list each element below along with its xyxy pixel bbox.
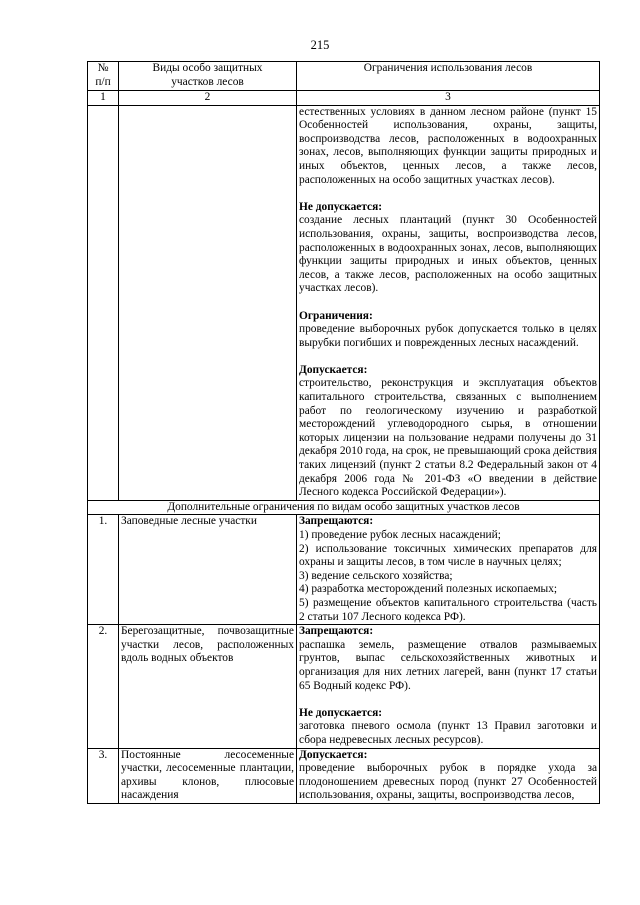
continuation-heading-3: Ограничения: xyxy=(299,309,373,322)
header-restrictions: Ограничения использования лесов xyxy=(297,62,600,91)
section-title: Дополнительные ограничения по видам особо защитных участков лесов xyxy=(88,500,600,515)
list-item: 3) ведение сельского хозяйства; xyxy=(299,569,453,582)
row-restrictions xyxy=(297,625,600,748)
table-row xyxy=(88,625,600,748)
row-text: проведение выборочных рубок в порядке ухода за плодоношением древесных пород (пункт 27 Особенностей использования, охраны, защиты, воспроизводства лесов, xyxy=(299,762,597,802)
restrictions-table xyxy=(87,61,600,804)
row-heading: Запрещаются: xyxy=(299,515,374,528)
row-restrictions xyxy=(297,748,600,803)
column-number-3: 3 xyxy=(297,91,600,106)
continuation-type-cell xyxy=(119,105,297,500)
header-area-type: Виды особо защитных участков лесов xyxy=(119,62,297,91)
page-number: 215 xyxy=(310,38,330,52)
continuation-text-3: проведение выборочных рубок допускается только в целях вырубки погибших и поврежденных лесных насаждений. xyxy=(299,323,597,349)
row-heading: Допускается: xyxy=(299,748,368,761)
row-text-2: заготовка пневого осмола (пункт 13 Правил заготовки и сбора недревесных лесных ресурсов). xyxy=(299,720,597,746)
row-number: 1. xyxy=(88,515,119,625)
column-number-2: 2 xyxy=(119,91,297,106)
column-number-row xyxy=(88,91,600,106)
row-number: 2. xyxy=(88,625,119,748)
row-area-type: Берегозащитные, почвозащитные участки лесов, расположенных вдоль водных объектов xyxy=(119,625,297,748)
continuation-restrictions-cell xyxy=(297,105,600,500)
row-number: 3. xyxy=(88,748,119,803)
row-heading: Запрещаются: xyxy=(299,625,374,638)
header-number: № п/п xyxy=(88,62,119,91)
continuation-heading-2: Не допускается: xyxy=(299,200,383,213)
continuation-num-cell xyxy=(88,105,119,500)
table-row xyxy=(88,515,600,625)
row-text: распашка земель, размещение отвалов размываемых грунтов, выпас сельскохозяйственных животных и организация для них летних лагерей, ванн (пункт 17 статьи 65 Водный кодекс РФ). xyxy=(299,638,597,692)
continuation-heading-4: Допускается: xyxy=(299,363,368,376)
continuation-text-2: создание лесных плантаций (пункт 30 Особенностей использования, охраны, защиты, воспроизводства лесов, расположенных в водоохранных зонах, лесов, выполняющих функции защиты природных и иных объектов, ценных лесов, а также лесов, расположенных на особо защитных участках лесов). xyxy=(299,214,597,295)
row-area-type: Заповедные лесные участки xyxy=(119,515,297,625)
list-item: 4) разработка месторождений полезных ископаемых; xyxy=(299,583,558,596)
continuation-row xyxy=(88,105,600,500)
list-item: 2) использование токсичных химических препаратов для охраны и защиты лесов, в том числе в научных целях; xyxy=(299,542,597,569)
row-heading-2: Не допускается: xyxy=(299,706,383,719)
continuation-text-4: строительство, реконструкция и эксплуатация объектов капитального строительства, связанных с выполнением работ по геологическому изучению и разработкой месторождений углеводородного сырья, в отношении которых лицензии на пользование недрами получены до 31 декабря 2010 года, на срок, не превышающий срока действия таких лицензий (пункт 2 статьи 8.2 Федеральный закон от 4 декабря 2006 года № 201-ФЗ «О введении в действие Лесного кодекса Российской Федерации»). xyxy=(299,377,597,499)
continuation-text-1: естественных условиях в данном лесном районе (пункт 15 Особенностей использования, охраны, защиты, воспроизводства лесов, расположенных в водоохранных зонах, лесов, выполняющих функции защиты природных и иных объектов, ценных лесов, а также лесов, расположенных на особо защитных участках лесов). xyxy=(299,105,597,186)
row-area-type: Постоянные лесосеменные участки, лесосеменные плантации, архивы клонов, плюсовые насаждения xyxy=(119,748,297,803)
section-title-row xyxy=(88,500,600,515)
list-item: 1) проведение рубок лесных насаждений; xyxy=(299,529,501,541)
list-item: 5) размещение объектов капитального строительства (часть 2 статьи 107 Лесного кодекса РФ). xyxy=(299,596,597,623)
table-row xyxy=(88,748,600,803)
table-header-row xyxy=(88,62,600,91)
column-number-1: 1 xyxy=(88,91,119,106)
row-restrictions xyxy=(297,515,600,625)
